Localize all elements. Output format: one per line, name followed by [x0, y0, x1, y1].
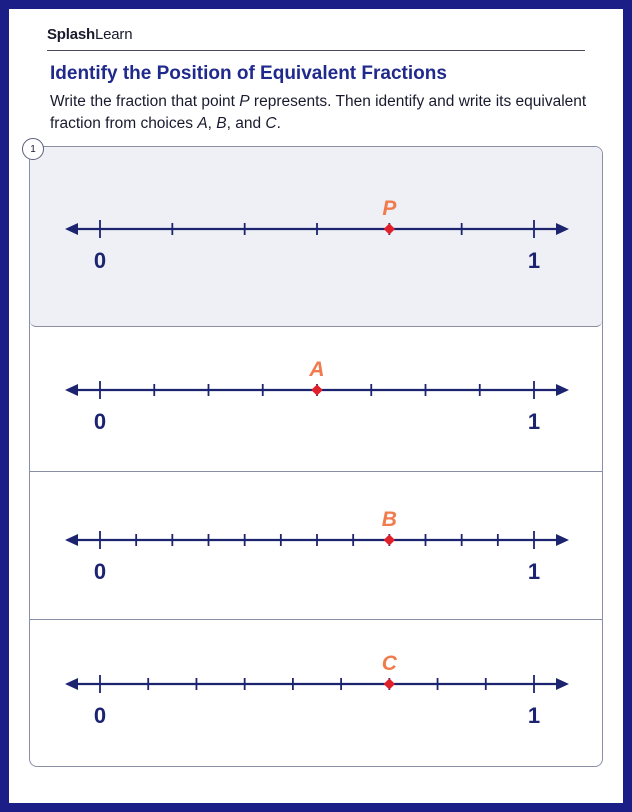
label-one: 1: [527, 409, 541, 434]
label-one: 1: [527, 703, 541, 728]
label-zero: 0: [93, 248, 107, 273]
point-c-marker: [384, 678, 395, 689]
instructions: Write the fraction that point P represents. Then identify and write its equivalent fraction from choices A, B, and C.: [50, 93, 587, 132]
worksheet-page: [9, 9, 623, 803]
left-arrow-icon: [65, 384, 78, 396]
left-arrow-icon: [65, 678, 78, 690]
right-arrow-icon: [556, 534, 569, 546]
left-arrow-icon: [65, 534, 78, 546]
right-arrow-icon: [556, 223, 569, 235]
label-one: 1: [527, 559, 541, 584]
label-one: 1: [527, 248, 541, 273]
point-p-label: P: [382, 197, 397, 220]
point-a-marker: [311, 384, 322, 395]
label-zero: 0: [93, 703, 107, 728]
question-number-badge: 1: [22, 138, 44, 160]
right-arrow-icon: [556, 384, 569, 396]
worksheet-title: Identify the Position of Equivalent Fractions: [50, 63, 447, 84]
left-arrow-icon: [65, 223, 78, 235]
point-c-label: C: [381, 652, 397, 675]
point-b-marker: [384, 534, 395, 545]
point-a-label: A: [309, 358, 325, 381]
point-p-marker: [384, 223, 395, 234]
number-lines: [9, 9, 623, 803]
label-zero: 0: [93, 559, 107, 584]
brand-logo: SplashLearn: [47, 26, 133, 43]
label-zero: 0: [93, 409, 107, 434]
right-arrow-icon: [556, 678, 569, 690]
point-b-label: B: [381, 508, 397, 531]
